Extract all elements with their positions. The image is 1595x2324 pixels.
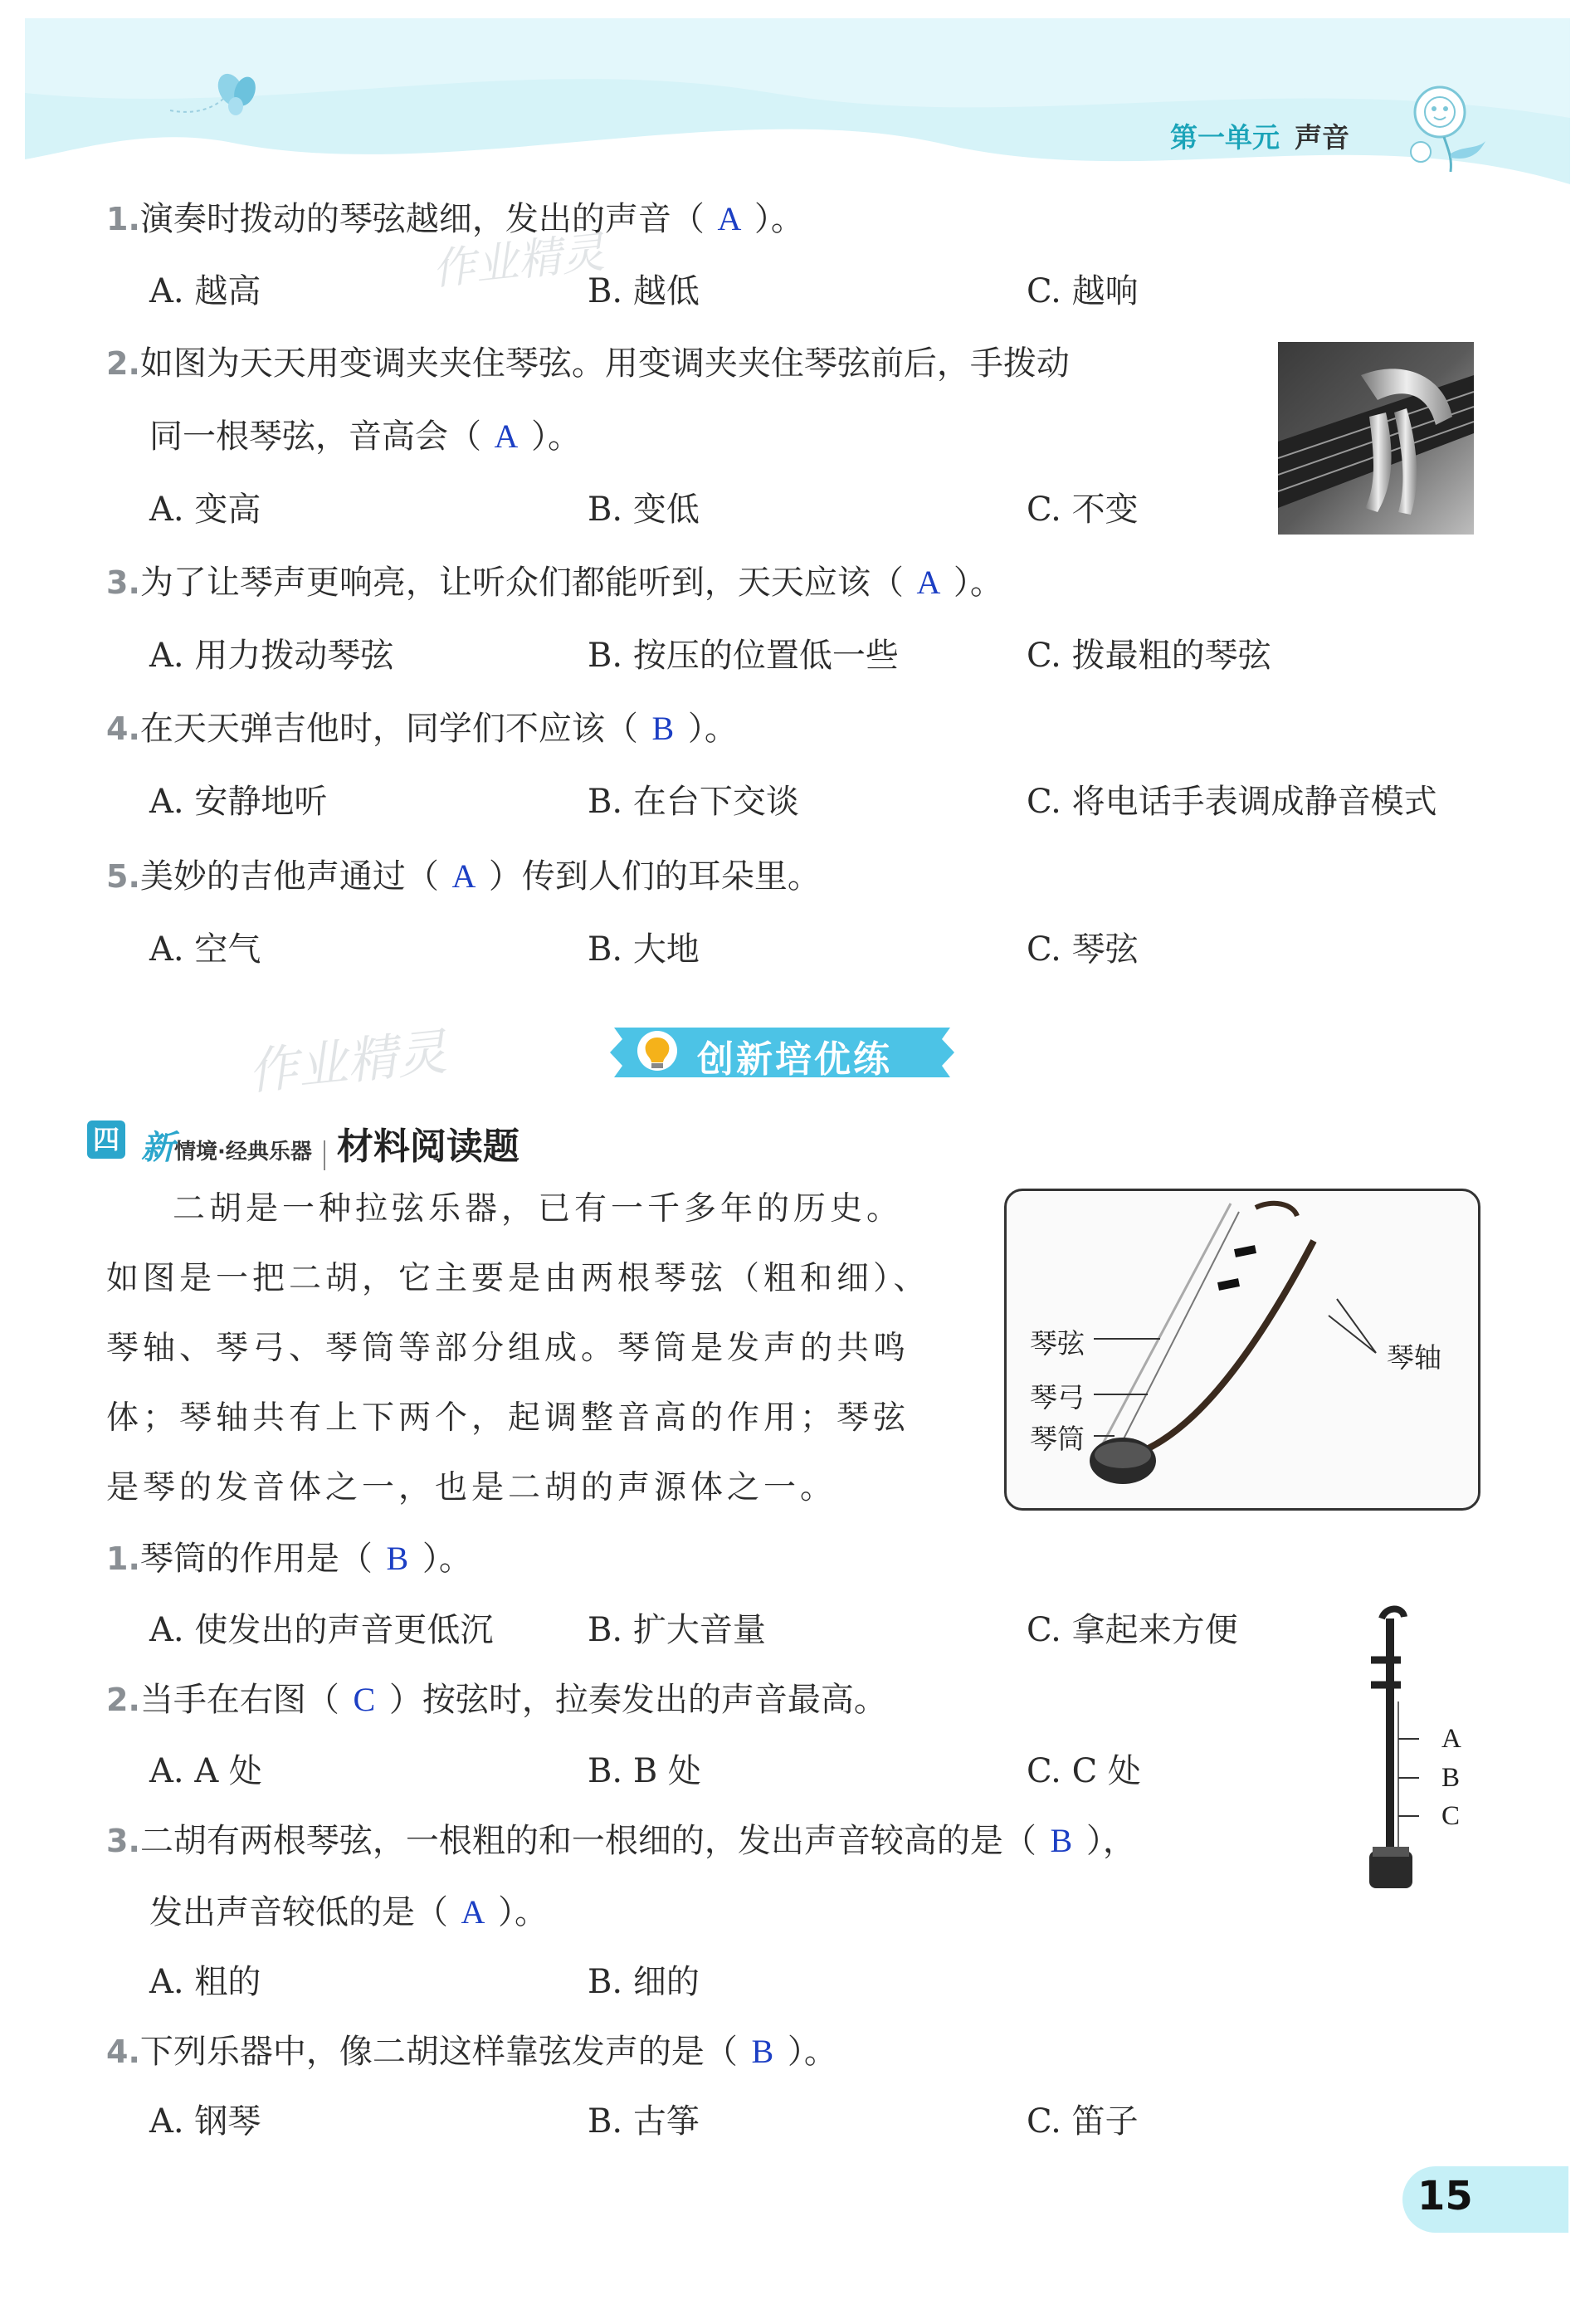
question-4: 4.下列乐器中，像二胡这样靠弦发声的是（ B ）。 <box>106 2030 837 2073</box>
answer[interactable]: A <box>494 417 519 455</box>
option-c[interactable]: C. 将电话手表调成静音模式 <box>1027 783 1437 821</box>
section-number-badge: 四 <box>87 1120 125 1159</box>
erhu-diagram <box>1004 1189 1480 1511</box>
option-b[interactable]: B. 越低 <box>588 272 700 310</box>
erhu-figure <box>1353 1602 1469 1909</box>
label-string: 琴弦 <box>1030 1327 1085 1360</box>
passage-line: 如图是一把二胡，它主要是由两根琴弦（粗和细）、 <box>106 1260 930 1297</box>
option-a[interactable]: A. 粗的 <box>149 1963 261 2001</box>
passage-line: 琴轴、琴弓、琴筒等部分组成。琴筒是发声的共鸣 <box>106 1330 910 1367</box>
answer[interactable]: B <box>386 1540 409 1577</box>
option-c[interactable]: C. C 处 <box>1027 1752 1141 1790</box>
question-2: 2.当手在右图（ C ）按弦时，拉奏发出的声音最高。 <box>106 1678 887 1721</box>
option-a[interactable]: A. 钢琴 <box>149 2102 261 2141</box>
page-number: 15 <box>1417 2173 1473 2219</box>
option-b[interactable]: B. 古筝 <box>588 2102 700 2141</box>
option-b[interactable]: B. 扩大音量 <box>588 1611 766 1649</box>
option-a[interactable]: A. 用力拨动琴弦 <box>149 637 394 675</box>
answer[interactable]: A <box>461 1893 485 1931</box>
section-heading <box>141 1116 519 1170</box>
watermark: 作业精灵 <box>245 1023 450 1102</box>
label-c: C <box>1441 1801 1461 1831</box>
label-tube: 琴筒 <box>1030 1423 1085 1455</box>
question-5: 5.美妙的吉他声通过（ A ）传到人们的耳朵里。 <box>106 855 821 898</box>
flower-icon <box>1402 79 1494 174</box>
question-2-line2: 同一根琴弦，音高会（ A ）。 <box>149 415 581 458</box>
option-c[interactable]: C. 拿起来方便 <box>1027 1611 1238 1649</box>
label-peg: 琴轴 <box>1387 1341 1441 1374</box>
passage <box>106 1174 978 1523</box>
passage-line: 二胡是一种拉弦乐器，已有一千多年的历史。 <box>173 1190 904 1228</box>
option-c[interactable]: C. 笛子 <box>1027 2102 1139 2141</box>
capo-photo <box>1278 342 1474 535</box>
option-b[interactable]: B. 按压的位置低一些 <box>588 637 899 675</box>
option-b[interactable]: B. 细的 <box>588 1963 700 2001</box>
option-b[interactable]: B. 在台下交谈 <box>588 783 799 821</box>
answer[interactable]: B <box>1050 1822 1073 1859</box>
option-b[interactable]: B. B 处 <box>588 1752 701 1790</box>
option-a[interactable]: A. 空气 <box>149 930 261 969</box>
label-b: B <box>1441 1763 1461 1793</box>
option-c[interactable]: C. 越响 <box>1027 272 1139 310</box>
question-2: 2.如图为天天用变调夹夹住琴弦。用变调夹夹住琴弦前后，手拨动 <box>106 344 1070 383</box>
question-4: 4.在天天弹吉他时，同学们不应该（ B ）。 <box>106 707 738 750</box>
question-1: 1.琴筒的作用是（ B ）。 <box>106 1537 472 1580</box>
answer[interactable]: B <box>751 2033 774 2070</box>
option-a[interactable]: A. 越高 <box>149 272 261 310</box>
label-a: A <box>1441 1724 1461 1754</box>
butterfly-icon <box>166 65 257 123</box>
option-c[interactable]: C. 不变 <box>1027 491 1139 529</box>
passage-line: 是琴的发音体之一，也是二胡的声源体之一。 <box>106 1469 837 1506</box>
unit-label: 第一单元 <box>1170 121 1280 154</box>
answer[interactable]: A <box>451 857 476 895</box>
option-a[interactable]: A. 使发出的声音更低沉 <box>149 1611 494 1649</box>
tag-context: 情境·经典乐器 <box>174 1140 312 1164</box>
answer[interactable]: A <box>916 564 941 601</box>
answer[interactable]: A <box>717 200 742 237</box>
option-c[interactable]: C. 拨最粗的琴弦 <box>1027 637 1271 675</box>
label-bow: 琴弓 <box>1030 1381 1085 1413</box>
section-banner-title: 创新培优练 <box>697 1038 892 1081</box>
watermark: 作业精灵 <box>430 227 607 295</box>
passage-line: 体；琴轴共有上下两个，起调整音高的作用；琴弦 <box>106 1399 910 1437</box>
option-a[interactable]: A. 安静地听 <box>149 783 328 821</box>
option-a[interactable]: A. A 处 <box>149 1752 262 1790</box>
answer[interactable]: B <box>651 710 675 747</box>
question-3: 3.为了让琴声更响亮，让听众们都能听到，天天应该（ A ）。 <box>106 561 1003 604</box>
topic-label: 声音 <box>1295 121 1349 154</box>
option-b[interactable]: B. 变低 <box>588 491 700 529</box>
answer[interactable]: C <box>353 1681 376 1718</box>
question-1: 1.演奏时拨动的琴弦越细，发出的声音（ A ）。 <box>106 198 804 241</box>
section-title: 材料阅读题 <box>336 1125 519 1168</box>
tag-new: 新 <box>141 1129 174 1167</box>
question-3-line2: 发出声音较低的是（ A ）。 <box>149 1891 548 1934</box>
question-3: 3.二胡有两根琴弦，一根粗的和一根细的，发出声音较高的是（ B ）， <box>106 1819 1136 1863</box>
option-a[interactable]: A. 变高 <box>149 491 261 529</box>
option-c[interactable]: C. 琴弦 <box>1027 930 1139 969</box>
header-title <box>1170 116 1349 155</box>
option-b[interactable]: B. 大地 <box>588 930 700 969</box>
